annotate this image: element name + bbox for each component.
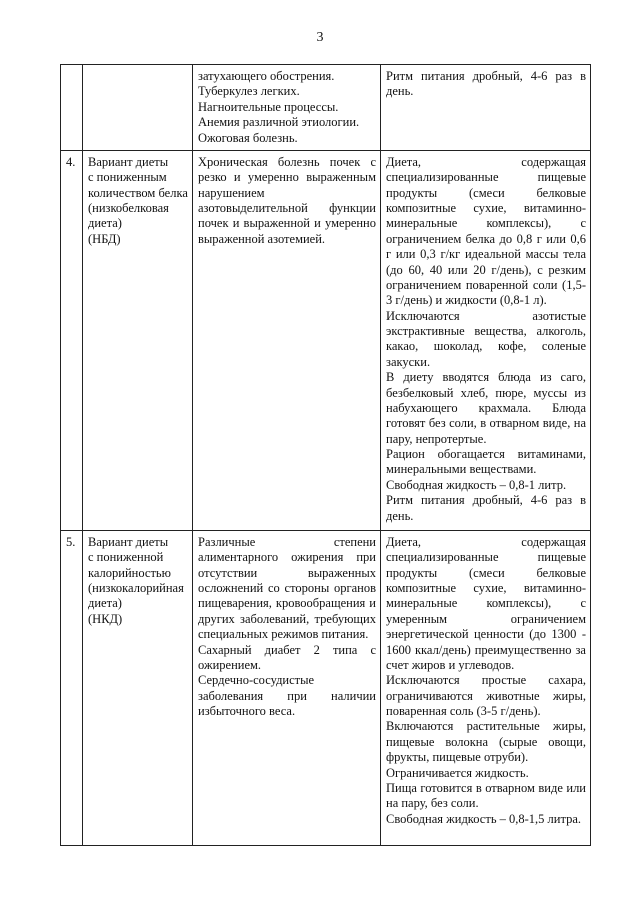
diet-name-line: Вариант диеты (88, 534, 169, 549)
characteristic-paragraph: В диету вводятся блюда из саго, безбелковый хлеб, пюре, муссы из набухающего крахмала. Блюда готовят без соли, в отварном виде, на пару, непротертые. (386, 370, 586, 446)
characteristics-cell (381, 65, 591, 151)
indication-line: Нагноительные процессы. (198, 99, 339, 114)
characteristic-paragraph: Ритм питания дробный, 4-6 раз в день. (386, 69, 586, 99)
diet-name-line: диета) (88, 596, 122, 611)
indication-line: Туберкулез легких. (198, 84, 300, 99)
diet-name-cell (83, 150, 193, 530)
characteristics-cell (381, 530, 591, 845)
indication-line: Анемия различной этиологии. (198, 115, 360, 130)
indication-paragraph: Хроническая болезнь почек с резко и умеренно выраженным нарушением азотовыделительной функции почек и выраженной и умеренно выраженной азотемией. (198, 154, 376, 246)
indication-line: Ожоговая болезнь. (198, 130, 298, 145)
table-row (61, 150, 591, 530)
row-number: 5. (61, 530, 83, 845)
indication-paragraph: Сахарный диабет 2 типа с ожирением. (198, 642, 376, 672)
characteristic-paragraph: Исключаются простые сахара, ограничиваются животные жиры, поваренная соль (3-5 г/день). (386, 673, 586, 718)
diet-name-line: калорийностью (88, 565, 171, 580)
diet-name-cell (83, 65, 193, 151)
diet-table (60, 64, 591, 846)
diet-name-line: диета) (88, 216, 122, 231)
characteristic-paragraph: Ритм питания дробный, 4-6 раз в день. (386, 493, 586, 523)
page-number: 3 (316, 30, 324, 45)
diet-name-line: Вариант диеты (88, 154, 169, 169)
diet-name-line: с пониженным (88, 170, 167, 185)
characteristic-paragraph: Свободная жидкость – 0,8-1,5 литра. (386, 811, 582, 826)
characteristic-paragraph: Исключаются азотистые экстрактивные вещества, алкоголь, какао, шоколад, кофе, соленые закуски. (386, 308, 586, 369)
diet-name-line: (низкобелковая (88, 201, 169, 215)
indications-cell (193, 150, 381, 530)
characteristic-paragraph: Диета, содержащая специализированные пищевые продукты (смеси белковые композитные сухие, витаминно-минеральные комплексы), с умеренным ограничением энергетической ценности (до 1300 - 1600 ккал/день) преимущественно за счет жиров и углеводов. (386, 534, 586, 672)
table-row (61, 65, 591, 151)
diet-name-line: количеством белка (88, 185, 188, 200)
indications-cell (193, 530, 381, 845)
diet-name-line: (низкокалорийная (88, 581, 184, 595)
characteristic-paragraph: Свободная жидкость – 0,8-1 литр. (386, 477, 567, 492)
characteristic-paragraph: Ограничивается жидкость. (386, 765, 529, 780)
characteristic-paragraph: Включаются растительные жиры, пищевые волокна (сырые овощи, фрукты, пищевые отруби). (386, 719, 586, 765)
characteristic-paragraph: Пища готовится в отварном виде или на пару, без соли. (386, 780, 586, 811)
indication-paragraph: Сердечно-сосудистые заболевания при наличии избыточного веса. (198, 673, 376, 718)
row-number (61, 65, 83, 151)
indications-cell (193, 65, 381, 151)
diet-name-line: с пониженной (88, 550, 164, 565)
diet-name-cell (83, 530, 193, 845)
characteristic-paragraph: Рацион обогащается витаминами, минеральными веществами. (386, 447, 586, 477)
indication-line: затухающего обострения. (198, 69, 335, 83)
characteristic-paragraph: Диета, содержащая специализированные пищевые продукты (смеси белковые композитные сухие, витаминно-минеральные комплексы), с ограничением белка до 0,8 г или 0,6 г или 0,3 г/кг идеальной массы тела (до 60, 40 или 20 г/день), с резким ограничением поваренной соли (1,5-3 г/день) и жидкости (0,8-1 л). (386, 154, 586, 308)
diet-name-line: (НКД) (88, 611, 123, 626)
table-row (61, 530, 591, 845)
row-number: 4. (61, 150, 83, 530)
diet-name-line: (НБД) (88, 231, 121, 246)
indication-paragraph: Различные степени алиментарного ожирения при отсутствии выраженных осложнений со стороны органов пищеварения, кровообращения и других заболеваний, требующих специальных режимов питания. (198, 534, 376, 642)
characteristics-cell (381, 150, 591, 530)
